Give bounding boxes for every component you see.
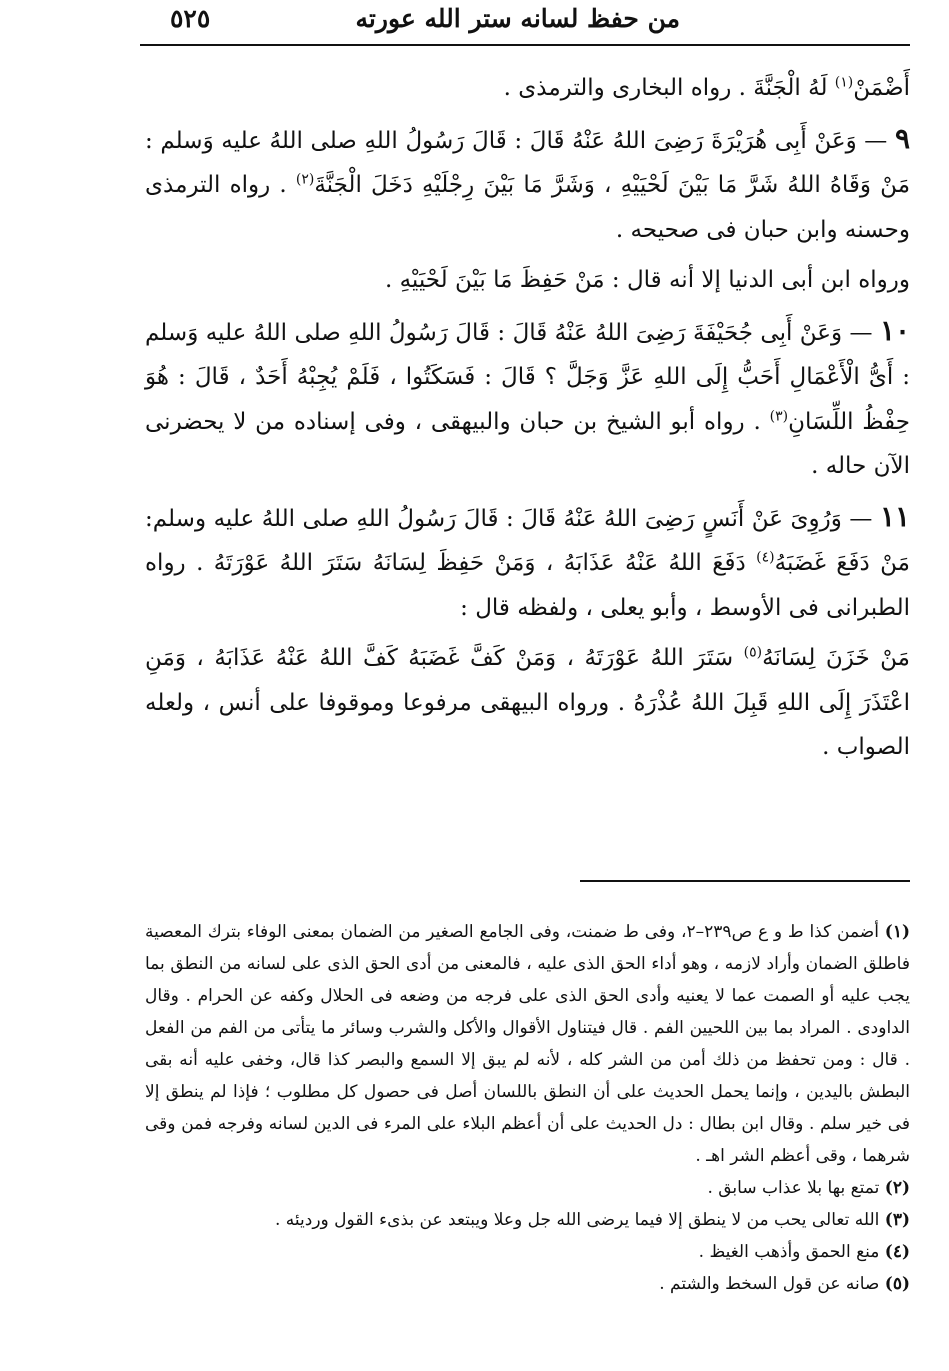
footnote-text: الله تعالى يحب من لا ينطق إلا فيما يرضى الله جل وعلا ويبتعد عن بذىء القول ورديئه . bbox=[274, 1210, 880, 1230]
running-title: من حفظ لسانه ستر الله عورته bbox=[355, 4, 680, 33]
hadith-11 bbox=[145, 495, 910, 631]
footnote-label: (٣) bbox=[884, 1210, 910, 1230]
footnote-marker-1: (١) bbox=[834, 74, 854, 91]
footnote-text: صانه عن قول السخط والشتم . bbox=[659, 1274, 880, 1294]
hadith-11-variant bbox=[145, 636, 910, 770]
hadith-text: — وَعَنْ أَبِى هُرَيْرَةَ رَضِىَ اللهُ عَنْهُ قَالَ : قَالَ رَسُولُ اللهِ صلى اللهُ عليه وَسلم : bbox=[145, 127, 888, 154]
footnote-label: (٤) bbox=[884, 1242, 910, 1262]
footnote-label: (٥) bbox=[884, 1274, 910, 1294]
main-text bbox=[145, 66, 910, 770]
paragraph-text: ورواه ابن أبى الدنيا إلا أنه قال : مَنْ حَفِظَ مَا بَيْنَ لَحْيَيْهِ . bbox=[384, 267, 910, 293]
hadith-number: ٩ bbox=[894, 121, 910, 155]
footnote-marker-5: (٥) bbox=[743, 644, 763, 661]
footnote-5 bbox=[145, 1268, 910, 1300]
footnote-1 bbox=[145, 916, 910, 1172]
paragraph-text: سَتَرَ اللهُ عَوْرَتَهُ ، وَمَنْ كَفَّ غَضَبَهُ كَفَّ اللهُ عَنْهُ عَذَابَهُ ، وَمَنِ اعْتَذَرَ إِلَى اللهِ قَبِلَ اللهُ عُذْرَهُ . ورواه البيهقى مرفوعا وموقوفا على أنس ، ولعله الصواب . bbox=[145, 645, 910, 760]
hadith-9-variant bbox=[145, 258, 910, 303]
running-head bbox=[140, 4, 910, 48]
paragraph-text: . رواه أبو الشيخ بن حبان والبيهقى ، وفى إسناده من لا يحضرنى الآن حاله . bbox=[145, 408, 910, 479]
footnote-rule bbox=[580, 880, 910, 882]
header-rule bbox=[140, 44, 910, 46]
hadith-text: — وَعَنْ أَبِى جُحَيْفَةَ رَضِىَ اللهُ عَنْهُ قَالَ : قَالَ رَسُولُ اللهِ صلى اللهُ عليه وَسلم : أَىُّ الْأَعْمَالِ أَحَبُّ إِلَى اللهِ عَزَّ وَجَلَّ ؟ قَالَ : فَسَكَتُوا ، فَلَمْ يُجِبْهُ أَحَدٌ ، قَالَ : هُوَ حِفْظُ اللِّسَانِ bbox=[145, 319, 910, 435]
quote-text: مَنْ خَزَنَ لِسَانَهُ bbox=[762, 645, 910, 671]
quote-text: أَضْمَنْ bbox=[853, 75, 910, 101]
paragraph-text: . رواه الترمذى وحسنه وابن حبان فى صحيحه . bbox=[145, 172, 910, 243]
footnotes bbox=[145, 916, 910, 1300]
page-number: ٥٢٥ bbox=[170, 4, 211, 33]
hadith-9 bbox=[145, 117, 910, 253]
footnote-marker-4: (٤) bbox=[756, 549, 775, 566]
footnote-text: تمتع بها بلا عذاب سابق . bbox=[707, 1178, 880, 1198]
footnote-text: منع الحمق وأذهب الغيظ . bbox=[698, 1242, 880, 1262]
paragraph-text: لَهُ الْجَنَّةَ . رواه البخارى والترمذى . bbox=[503, 75, 828, 101]
footnote-3 bbox=[145, 1204, 910, 1236]
footnote-label: (١) bbox=[884, 922, 911, 942]
footnote-marker-2: (٢) bbox=[295, 171, 315, 188]
hadith-number: ١١ bbox=[879, 499, 911, 533]
hadith-number: ١٠ bbox=[879, 313, 911, 347]
footnote-4 bbox=[145, 1236, 910, 1268]
footnote-2 bbox=[145, 1172, 910, 1204]
footnote-label: (٢) bbox=[884, 1178, 910, 1198]
paragraph-continuation bbox=[145, 66, 910, 111]
footnote-text: أضمن كذا ط و ع ص٢٣٩–٢، وفى ط ضمنت، وفى الجامع الصغير من الضمان بمعنى الوفاء بترك المعصية فاطلق الضمان وأراد لازمه ، وهو أداء الحق الذى عليه ، فالمعنى من أدى الحق الذى على لسانه من النطق بما يجب عليه أو الصمت عما لا يعنيه وأدى الحق الذى على فرجه من وضعه فى الحلال وكفه عن الحرام . وقال الداودى . المراد بما بين اللحيين الفم . قال فيتناول الأقوال والأكل والشرب وسائر ما يتأتى من الفم من الفعل . قال : ومن تحفظ من ذلك أمن من الشر كله ، لأنه لم يبق إلا السمع والبصر كذا قال، وخفى عليه أنه بقى البطش باليدين ، وإنما يحمل الحديث على أن النطق باللسان أصل فى حصول كل مطلوب ؛ فإذا لم ينطق إلا فى خير سلم . وقال ابن بطال : دل الحديث على أن أعظم البلاء على المرء فى الدين لسانه وفرجه فمن وقى شرهما ، وقى أعظم الشر اهـ . bbox=[145, 922, 910, 1166]
paragraph-text: دَفَعَ اللهُ عَنْهُ عَذَابَهُ ، وَمَنْ حَفِظَ لِسَانَهُ سَتَرَ اللهُ عَوْرَتَهُ . رواه الطبرانى فى الأوسط ، وأبو يعلى ، ولفظه قال : bbox=[145, 550, 910, 621]
quote-text: مَنْ وَقَاهُ اللهُ شَرَّ مَا بَيْنَ لَحْيَيْهِ ، وَشَرَّ مَا بَيْنَ رِجْلَيْهِ دَخَلَ الْجَنَّةَ bbox=[314, 172, 911, 198]
hadith-10 bbox=[145, 309, 910, 489]
footnote-marker-3: (٣) bbox=[769, 407, 789, 424]
hadith-text: — وَرُوِىَ عَنْ أَنَسٍ رَضِىَ اللهُ عَنْهُ قَالَ : قَالَ رَسُولُ اللهِ صلى اللهُ عليه وسلم: مَنْ دَفَعَ غَضَبَهُ bbox=[145, 505, 910, 576]
